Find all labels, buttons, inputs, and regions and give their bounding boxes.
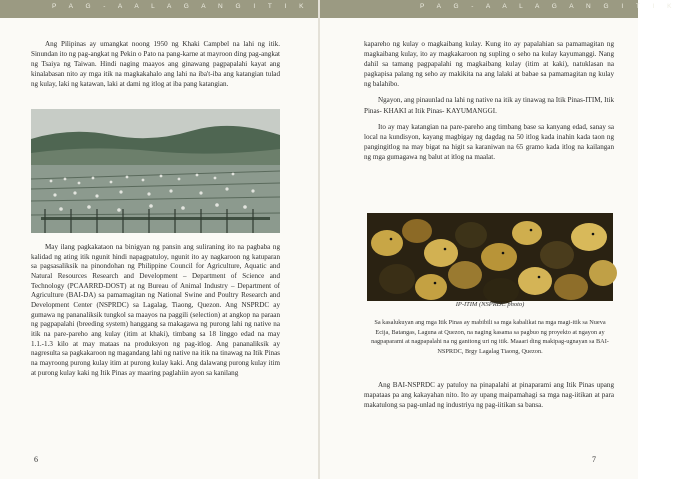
paragraph: Ang Pilipinas ay umangkat noong 1950 ng Khaki Campbel na lahi ng itik. Sinundan ito ng pag-angkat ng Pekin o Pato na pang-karne at mayroon ding pag-angkat ng Tsaiya ng Taiwan. Hindi naging maayos ang ginawang pagpapalahi kayat ang kinalabasan nito ay mga itik na magkakahalo ang lahi na iba't-iba ang katangian tulad ng kulay, laki ng katawan, laki at dami ng itlog at iba pang katangian. xyxy=(31,40,280,89)
paragraph: kapareho ng kulay o magkaibang kulay. Kung ito ay papalahian sa pamamagitan ng magkaibang kulay, ito ay magkakaroon ng supling o seho na kulay kayumanggi. Nang dahil sa tamang pagpapalahi ng magkaibang kulay (itim at kaki), natuklasan na pagkapisa palang ng seho ay makikita na ang lalaki at babae sa pamamagitan ng kulay ng balahibo. xyxy=(364,40,614,89)
paragraph: Ang BAI-NSPRDC ay patuloy na pinapalahi at pinaparami ang Itik Pinas upang mapataas pa ang kakayahan nito. Ito ay upang maipamahagi sa mga nag-iitikan at para makatulong sa pag-unlad ng industriya ng pag-iitikan sa bansa. xyxy=(364,381,614,410)
duck-pond-photo xyxy=(31,109,280,233)
right-text-block-top xyxy=(364,39,614,162)
paragraph: May ilang pagkakataon na binigyan ng pansin ang sulirаning ito na pagbaba ng kalidad ng ating itik ngunit hindi napagpatuloy, ngunit ito ay nagkaroon ng katuparan sa pagsasaliksik na pinondohan ng Philippine Council for Agriculture, Aquatic and Natural Resources Research and Development – Department of Science and Technology (PCAARRD-DOST) at ng Bureau of Animal Industry – Department of Agriculture (BAI-DA) sa pamamagitan ng National Swine and Poultry Research and Development Center (NSPRDC) sa Lagalag, Tiaong, Quezon. Ang NSPRDC ay gumawa ng pananaliksik tungkol sa maayos na paggili (selection) at angkop na paraan ng pagpapalahi (breeding system) hanggang sa makagawa ng purong lahi ng native na itik na pare-pareho ang kulay (itim at khaki), timbang sa 18 linggo edad na may 1.1.-1.3 kilo at may mataas na produksyon ng pag-itlog. Ang pananaliksik ay nagresulta sa pagkakaroon ng magandang lahi ng native na itik na tinawag na Itik Pinas na mayroong purong kulay itim at purong kulay kaki. Ang dalawang purong kulay itim at purong kulay kaki ng Itik Pinas ay maaring paglahiin ayon sa kanilang xyxy=(31,243,280,377)
right-text-block-bottom xyxy=(364,380,614,410)
caption-body: Sa kasalukuyan ang mga Itik Pinas ay mabibili sa mga kabalikat na mga magi-itik sa Nueva Ecija, Batangas, Laguna at Quezon, na naging kasama sa pagbuo ng proyekto at ngayon ay nagpaparami at nagpapalahi na ng ganitong uri ng itik. Maaari ding makipag-ugnayan sa BAI-NSPRDC, Brgy Lagalag Tiaong, Quezon. xyxy=(371,319,609,355)
photo-caption: IP-ITIM (NSPRDC photo) xyxy=(455,301,525,308)
paragraph: Ito ay may katangian na pare-pareho ang timbang base sa kanyang edad, sanay sa local na kundisyon, kayang magbigay ng dagdag na 50 itlog kada inahin kada taon ng pangingitlog na may bigat na higit sa karaniwan na 65 gramo kada itlog na kailangan ng mga gumagawa ng balut at itlog na maalat. xyxy=(364,122,614,161)
header-band-left xyxy=(0,0,318,18)
ducklings-illustration xyxy=(367,213,613,301)
running-header-left: P A G - A A L A G A N G I T I K xyxy=(52,3,309,10)
paragraph: Ngayon, ang pinaunlad na lahi ng native na itik ay tinawag na Itik Pinas-ITIM, Itik Pinas- KHAKI at Itik Pinas- KAYUMANGGI. xyxy=(364,96,614,115)
header-band-right xyxy=(320,0,677,18)
right-page xyxy=(320,0,677,479)
page-number-left: 6 xyxy=(34,455,38,464)
running-header-right: P A G - A A L A G A N G I T I K xyxy=(420,3,677,10)
left-page xyxy=(0,0,318,479)
ducklings-photo xyxy=(367,213,613,301)
left-text-block-top xyxy=(31,39,280,89)
left-text-block-bottom xyxy=(31,243,280,378)
duck-pond-illustration xyxy=(31,109,280,233)
page-number-right: 7 xyxy=(592,455,596,464)
